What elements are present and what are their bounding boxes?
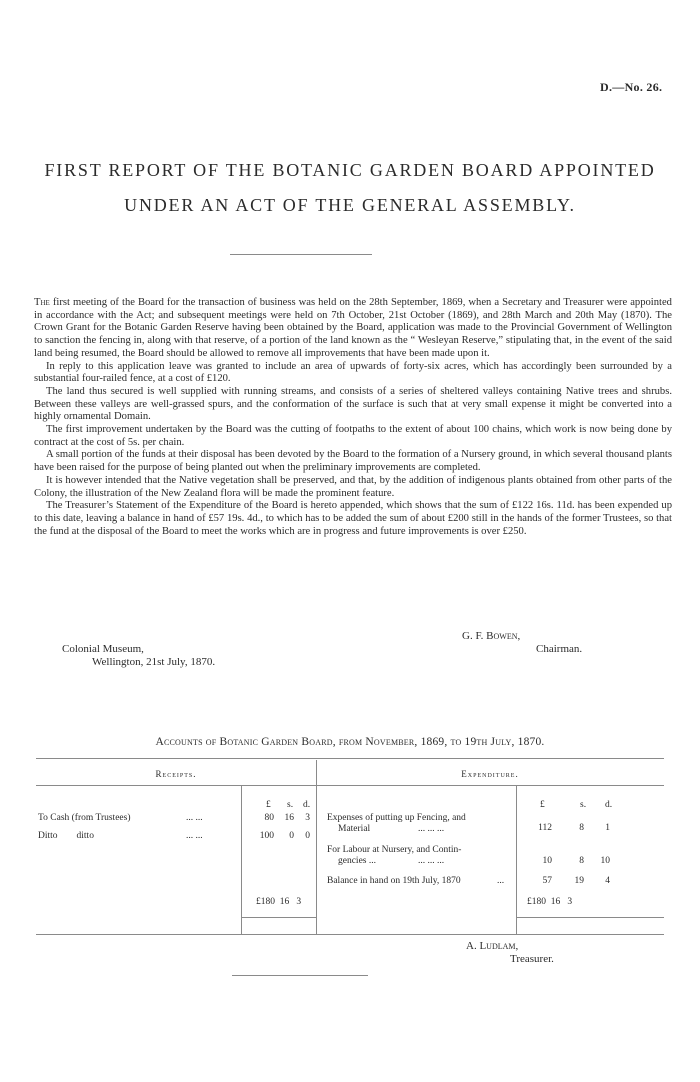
expenditure-row-3-pounds: 57: [542, 876, 552, 886]
accounts-header-rule: [36, 785, 664, 786]
receipt-row-2-pounds: 100: [259, 831, 274, 841]
expenditure-header: Expenditure.: [461, 769, 519, 779]
signature-place: Colonial Museum,: [62, 643, 144, 655]
chairman-name: G. F. Bowen,: [462, 630, 521, 642]
report-paragraph: The first improvement undertaken by the Board was the cutting of footpaths to the extent of about 100 chains, which work is now being done by contract at the cost of 5s. per chain.: [34, 424, 672, 448]
first-word: The: [34, 297, 50, 308]
receipts-amount-column-rule: [241, 786, 242, 934]
expenditure-row-2-label: For Labour at Nursery, and Contin-: [327, 845, 462, 855]
report-paragraph: The Treasurer’s Statement of the Expenditure of the Board is hereto appended, which shows that the sum of £122 16s. 11d. has been expended up to this date, leaving a balance in hand of £57 19s. 4d., to which has to be added the sum of about £200 still in the hands of the former Trustees, so that the fund at the disposal of the Board to meet the works which are in progress and future improvements is over £250.: [34, 500, 672, 537]
footer-divider: [232, 975, 368, 976]
receipts-currency-shillings: s.: [287, 800, 294, 810]
expenditure-row-1-label-cont: Material: [338, 824, 371, 834]
expenditure-row-3-label: Balance in hand on 19th July, 1870: [327, 876, 461, 886]
receipts-currency-pounds: £: [266, 800, 271, 810]
receipt-row-1-leader: ... ...: [186, 813, 203, 823]
report-paragraph: The land thus secured is well supplied with running streams, and consists of a series of sheltered valleys containing Native trees and shrubs. Between these valleys are well-grassed spurs, and the conformation of the surface is such that at very small expense it might be converted into a highly ornamental Domain.: [34, 385, 672, 423]
report-title-line-2: UNDER AN ACT OF THE GENERAL ASSEMBLY.: [124, 195, 576, 215]
signature-date: Wellington, 21st July, 1870.: [92, 656, 216, 668]
receipt-row-1-label: To Cash (from Trustees): [38, 813, 131, 823]
accounts-top-rule: [36, 758, 664, 759]
receipts-total: £180 16 3: [256, 897, 302, 907]
title-divider: [230, 254, 372, 255]
expenditure-row-2-label-cont: gencies ...: [338, 856, 376, 866]
receipt-row-1-pounds: 80: [264, 813, 274, 823]
expenditure-row-1-label: Expenses of putting up Fencing, and: [327, 813, 466, 823]
receipt-row-2-label: Ditto ditto: [38, 831, 94, 841]
treasurer-title: Treasurer.: [510, 953, 554, 965]
expenditure-row-1-pence: 1: [605, 823, 610, 833]
expenditure-row-3-leader: ...: [497, 876, 505, 886]
document-number: D.—No. 26.: [600, 80, 663, 94]
expenditure-row-1-pounds: 112: [538, 823, 552, 833]
expenditure-row-3-pence: 4: [605, 876, 610, 886]
report-paragraph: It is however intended that the Native vegetation shall be preserved, and that, by the addition of indigenous plants obtained from other parts of the Colony, the illustration of the New Zealand flora will be made the prominent feature.: [34, 474, 672, 499]
expenditure-amount-column-rule: [516, 786, 517, 934]
report-paragraph: In reply to this application leave was granted to include an area of upwards of forty-six acres, which has accordingly been surrounded by a substantial four-railed fence, at a cost of £120.: [34, 360, 672, 385]
expenditure-total: £180 16 3: [527, 897, 573, 907]
expenditure-row-2-shillings: 8: [579, 856, 584, 866]
chairman-title: Chairman.: [536, 643, 583, 655]
expenditure-row-2-leader: ... ... ...: [418, 856, 445, 866]
report-paragraph: The first meeting of the Board for the transaction of business was held on the 28th September, 1869, when a Secretary and Treasurer were appointed in accordance with the Act; and subsequent meetings were held on 7th October, 21st October (1869), and 28th March and 20th May (1870). The Crown Grant for the Botanic Garden Reserve having been obtained by the Board, application was made to the Provincial Government of Wellington to sanction the fencing in, along with that reserve, of a portion of the land known as the “ Wesleyan Reserve,” stipulating that, in the event of the said land being resumed, the Board should be allowed to remove all improvements that have been made upon it.: [34, 297, 672, 359]
receipts-header: Receipts.: [155, 769, 197, 779]
receipts-currency-pence: d.: [303, 800, 311, 810]
receipt-row-2-shillings: 0: [289, 831, 294, 841]
report-title-line-1: FIRST REPORT OF THE BOTANIC GARDEN BOARD APPOINTED: [44, 160, 656, 180]
receipt-row-1-pence: 3: [305, 813, 310, 823]
accounts-bottom-rule: [36, 934, 664, 935]
expenditure-row-2-pounds: 10: [542, 856, 552, 866]
expenditure-currency-shillings: s.: [580, 800, 587, 810]
expenditure-currency-pence: d.: [605, 800, 613, 810]
expenditure-row-3-shillings: 19: [574, 876, 584, 886]
expenditure-total-rule: [516, 917, 664, 918]
expenditure-row-2-pence: 10: [600, 856, 610, 866]
expenditure-row-1-shillings: 8: [579, 823, 584, 833]
report-body: [34, 297, 672, 538]
receipt-row-2-pence: 0: [305, 831, 310, 841]
expenditure-row-1-leader: ... ... ...: [418, 824, 445, 834]
expenditure-currency-pounds: £: [540, 800, 545, 810]
accounts-center-divider: [316, 760, 317, 934]
treasurer-name: A. Ludlam,: [466, 940, 519, 952]
receipt-row-1-shillings: 16: [284, 813, 294, 823]
receipts-total-rule: [241, 917, 316, 918]
accounts-title: Accounts of Botanic Garden Board, from November, 1869, to 19th July, 1870.: [155, 736, 545, 748]
report-paragraph: A small portion of the funds at their disposal has been devoted by the Board to the formation of a Nursery ground, in which several thousand plants have been raised for the purpose of being planted out when the preliminary improvements are completed.: [34, 449, 672, 474]
receipt-row-2-leader: ... ...: [186, 831, 203, 841]
